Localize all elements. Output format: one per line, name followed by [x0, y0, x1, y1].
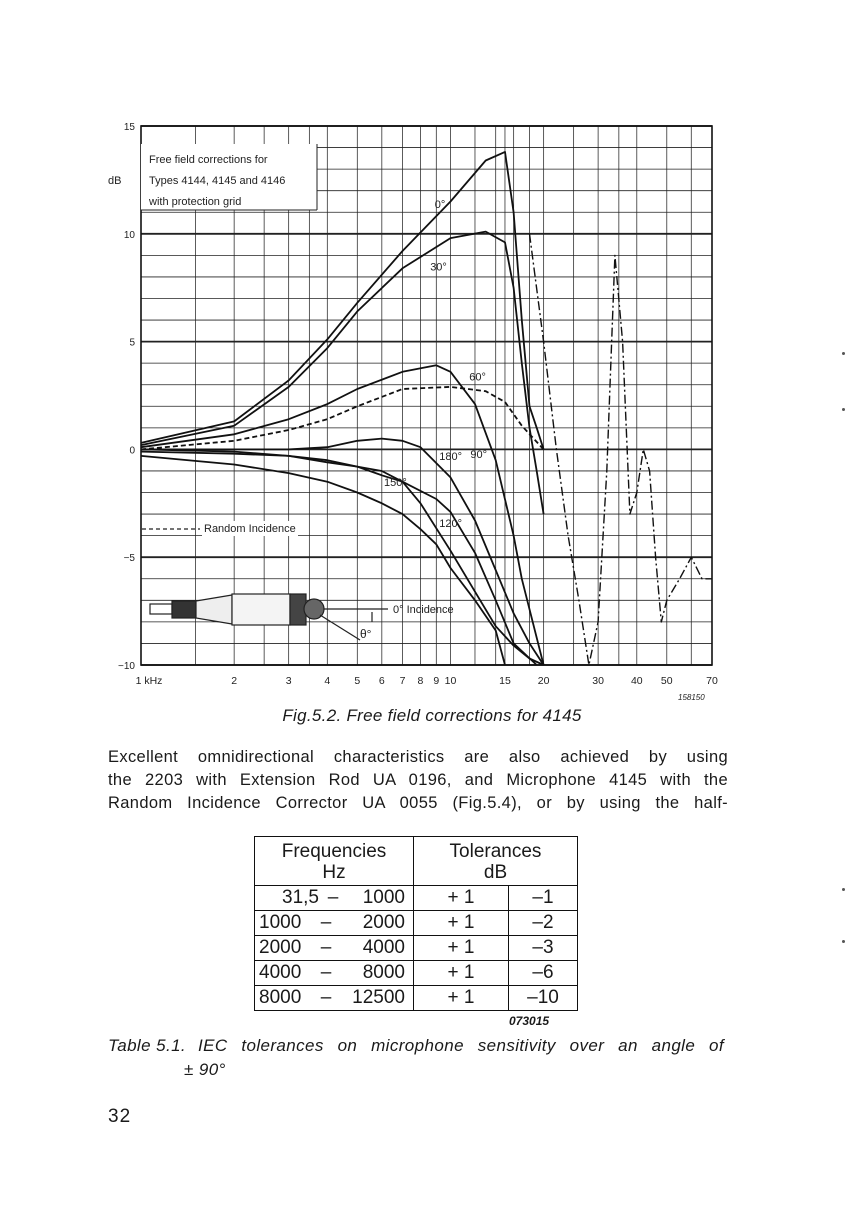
x-tick-label: 9 — [433, 675, 440, 687]
random-incidence-label: Random Incidence — [204, 523, 296, 535]
x-tick-label: 2 — [231, 675, 238, 687]
body-line-3: Random Incidence Corrector UA 0055 (Fig.5.4), or by using the half- — [108, 794, 728, 812]
figure-caption: Fig.5.2. Free field corrections for 4145 — [282, 706, 582, 725]
curve-label: 60° — [469, 371, 486, 384]
header-tolerances: Tolerances dB — [414, 837, 578, 886]
header-frequencies: Frequencies Hz — [255, 837, 414, 886]
x-tick-label: 8 — [417, 675, 424, 687]
x-tick-label: 10 — [444, 675, 457, 687]
y-tick-label: 10 — [123, 229, 135, 241]
body-line-2: the 2203 with Extension Rod UA 0196, and Microphone 4145 with the — [108, 771, 728, 789]
curve-label: 90° — [470, 449, 488, 462]
tolerance-table — [254, 836, 578, 1011]
table-caption — [108, 1034, 728, 1082]
chart-curves — [141, 152, 712, 665]
x-tick-label: 40 — [630, 675, 643, 687]
y-tick-label: −5 — [123, 553, 135, 565]
curve-label: 180° — [439, 451, 463, 464]
x-tick-label: 3 — [285, 675, 292, 687]
x-axis-ticks — [136, 675, 718, 687]
page-number: 32 — [108, 1106, 132, 1127]
series-line — [141, 365, 544, 665]
table-row: 31,5 – 1000 + 1 –1 — [255, 886, 578, 911]
x-tick-label: 30 — [592, 675, 604, 687]
table-row: 2000 – 4000 + 1 –3 — [255, 936, 578, 961]
curve-label: 120° — [439, 518, 463, 531]
series-line — [141, 439, 544, 665]
curve-label: 0° — [434, 198, 446, 211]
curve-label: 150° — [384, 477, 407, 490]
x-tick-label: 4 — [324, 675, 331, 687]
table-row: 4000 – 8000 + 1 –6 — [255, 961, 578, 986]
x-tick-label: 20 — [537, 675, 550, 687]
y-tick-label: 15 — [123, 122, 135, 133]
table-caption-line-1: IEC tolerances on microphone sensitivity over an angle of — [198, 1036, 724, 1055]
y-tick-label: 5 — [129, 337, 135, 349]
legend-line-3: with protection grid — [149, 196, 242, 208]
figure-code: 158150 — [678, 693, 705, 702]
legend-line-2: Types 4144, 4145 and 4146 — [149, 175, 286, 187]
curve-labels — [384, 199, 487, 530]
body-line-1: Excellent omnidirectional characteristics are also achieved by using — [108, 748, 728, 766]
table-code: 073015 — [509, 1014, 550, 1028]
microphone-drawing — [150, 594, 388, 640]
x-tick-label: 5 — [354, 675, 361, 687]
x-tick-label: 1 kHz — [135, 675, 163, 687]
x-tick-label: 70 — [706, 675, 718, 687]
free-field-correction-chart — [0, 110, 864, 710]
zero-incidence-label: 0° Incidence — [393, 604, 454, 616]
series-line — [141, 452, 537, 665]
y-unit-label: dB — [108, 175, 122, 187]
x-tick-label: 7 — [399, 675, 406, 687]
y-tick-label: −10 — [118, 661, 135, 672]
y-axis-ticks — [118, 122, 135, 672]
theta-label: θ° — [360, 627, 372, 641]
y-tick-label: 0 — [129, 445, 135, 457]
body-paragraph — [108, 746, 728, 815]
table-caption-line-2: ± 90° — [184, 1060, 226, 1079]
x-tick-label: 15 — [499, 675, 511, 687]
x-tick-label: 6 — [378, 675, 385, 687]
curve-label: 30° — [430, 261, 447, 274]
legend-line-1: Free field corrections for — [149, 154, 268, 166]
random-incidence-legend — [142, 521, 298, 536]
table-caption-label: Table 5.1. — [108, 1036, 187, 1055]
table-row: 1000 – 2000 + 1 –2 — [255, 911, 578, 936]
table-row: 8000 – 12500 + 1 –10 — [255, 986, 578, 1011]
x-tick-label: 50 — [660, 675, 673, 687]
